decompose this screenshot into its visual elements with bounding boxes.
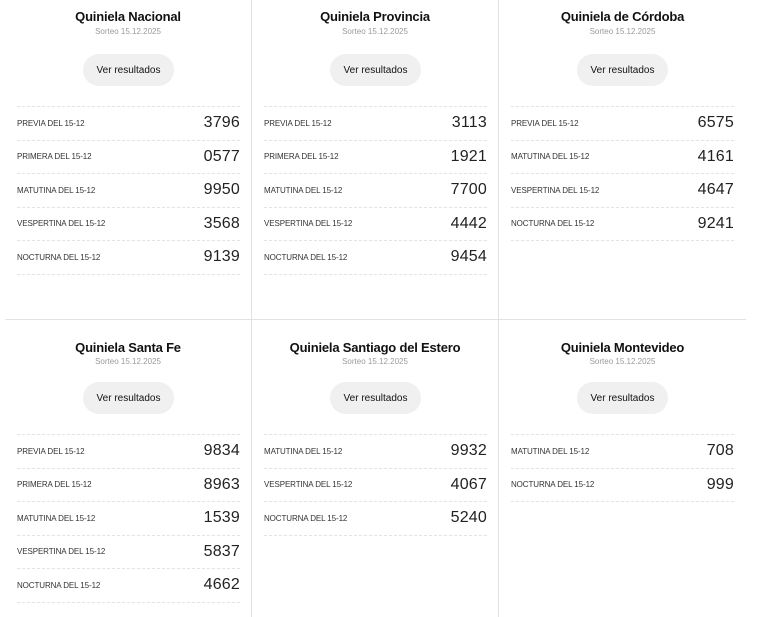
draw-name: VESPERTINA DEL 15-12 — [264, 480, 353, 490]
result-row — [264, 435, 487, 469]
view-results-button[interactable]: Ver resultados — [330, 54, 421, 86]
winning-number: 4067 — [450, 475, 487, 493]
result-row — [17, 502, 240, 536]
winning-number: 999 — [706, 475, 734, 493]
card-quiniela-nacional — [5, 0, 252, 320]
draw-name: PREVIA DEL 15-12 — [511, 118, 579, 128]
winning-number: 5240 — [450, 509, 487, 527]
result-row — [17, 174, 240, 208]
winning-number: 9834 — [203, 442, 240, 460]
draw-date: Sorteo 15.12.2025 — [342, 357, 408, 366]
draw-name: PRIMERA DEL 15-12 — [17, 480, 92, 490]
results-list — [264, 106, 487, 275]
draw-name: PREVIA DEL 15-12 — [264, 118, 332, 128]
results-list — [511, 106, 734, 241]
winning-number: 8963 — [203, 475, 240, 493]
results-row — [5, 320, 746, 617]
draw-name: MATUTINA DEL 15-12 — [264, 446, 343, 456]
result-row — [511, 469, 734, 503]
draw-name: NOCTURNA DEL 15-12 — [17, 252, 101, 262]
result-row — [264, 241, 487, 275]
result-row — [17, 435, 240, 469]
result-row — [511, 435, 734, 469]
draw-name: VESPERTINA DEL 15-12 — [17, 219, 106, 229]
winning-number: 7700 — [450, 181, 487, 199]
result-row — [264, 208, 487, 242]
card-title: Quiniela de Córdoba — [560, 9, 685, 24]
result-row — [264, 469, 487, 503]
result-row — [511, 174, 734, 208]
winning-number: 708 — [706, 442, 734, 460]
winning-number: 9950 — [203, 181, 240, 199]
card-quiniela-santa-fe — [5, 320, 252, 617]
draw-name: VESPERTINA DEL 15-12 — [17, 547, 106, 557]
winning-number: 1921 — [450, 147, 487, 165]
result-row — [511, 107, 734, 141]
draw-name: NOCTURNA DEL 15-12 — [511, 480, 595, 490]
view-results-button[interactable]: Ver resultados — [577, 54, 668, 86]
winning-number: 0577 — [203, 147, 240, 165]
winning-number: 5837 — [203, 542, 240, 560]
card-title: Quiniela Santa Fe — [75, 340, 181, 355]
result-row — [17, 536, 240, 570]
result-row — [264, 107, 487, 141]
view-results-button[interactable]: Ver resultados — [83, 382, 174, 414]
draw-name: MATUTINA DEL 15-12 — [264, 185, 343, 195]
draw-date: Sorteo 15.12.2025 — [589, 357, 656, 366]
draw-name: MATUTINA DEL 15-12 — [17, 513, 96, 523]
draw-name: MATUTINA DEL 15-12 — [511, 446, 590, 456]
results-list — [17, 434, 240, 603]
draw-name: PREVIA DEL 15-12 — [17, 118, 85, 128]
result-row — [17, 469, 240, 503]
view-results-button[interactable]: Ver resultados — [83, 54, 174, 86]
draw-name: MATUTINA DEL 15-12 — [17, 185, 96, 195]
result-row — [17, 208, 240, 242]
draw-name: PRIMERA DEL 15-12 — [264, 152, 339, 162]
winning-number: 4161 — [697, 147, 734, 165]
card-quiniela-cordoba — [499, 0, 746, 320]
draw-name: NOCTURNA DEL 15-12 — [17, 580, 101, 590]
winning-number: 4662 — [203, 576, 240, 594]
draw-name: VESPERTINA DEL 15-12 — [264, 219, 353, 229]
page-scrollbar[interactable] — [746, 0, 757, 617]
winning-number: 4442 — [450, 214, 487, 232]
result-row — [511, 208, 734, 242]
quiniela-results-grid — [5, 0, 746, 617]
result-row — [17, 141, 240, 175]
result-row — [17, 569, 240, 603]
draw-name: MATUTINA DEL 15-12 — [511, 152, 590, 162]
draw-date: Sorteo 15.12.2025 — [589, 27, 656, 36]
winning-number: 4647 — [697, 181, 734, 199]
winning-number: 1539 — [203, 509, 240, 527]
card-title: Quiniela Nacional — [75, 9, 181, 24]
card-quiniela-montevideo — [499, 320, 746, 617]
result-row — [17, 107, 240, 141]
results-list — [17, 106, 240, 275]
winning-number: 9454 — [450, 248, 487, 266]
draw-name: VESPERTINA DEL 15-12 — [511, 185, 600, 195]
draw-name: PREVIA DEL 15-12 — [17, 446, 85, 456]
result-row — [264, 141, 487, 175]
winning-number: 3113 — [451, 114, 487, 132]
result-row — [17, 241, 240, 275]
view-results-button[interactable]: Ver resultados — [330, 382, 421, 414]
winning-number: 6575 — [697, 114, 734, 132]
winning-number: 9241 — [697, 214, 734, 232]
results-row — [5, 0, 746, 320]
draw-date: Sorteo 15.12.2025 — [95, 357, 161, 366]
card-title: Quiniela Santiago del Estero — [289, 340, 461, 355]
card-title: Quiniela Provincia — [320, 9, 430, 24]
draw-name: PRIMERA DEL 15-12 — [17, 152, 92, 162]
draw-name: NOCTURNA DEL 15-12 — [511, 219, 595, 229]
card-quiniela-santiago-del-estero — [252, 320, 499, 617]
result-row — [264, 174, 487, 208]
results-list — [511, 434, 734, 502]
card-quiniela-provincia — [252, 0, 499, 320]
draw-date: Sorteo 15.12.2025 — [342, 27, 408, 36]
winning-number: 3796 — [203, 114, 240, 132]
winning-number: 9932 — [450, 442, 487, 460]
result-row — [264, 502, 487, 536]
draw-date: Sorteo 15.12.2025 — [95, 27, 161, 36]
winning-number: 3568 — [203, 214, 240, 232]
winning-number: 9139 — [203, 248, 240, 266]
results-list — [264, 434, 487, 536]
view-results-button[interactable]: Ver resultados — [577, 382, 668, 414]
card-title: Quiniela Montevideo — [560, 340, 685, 355]
draw-name: NOCTURNA DEL 15-12 — [264, 252, 348, 262]
draw-name: NOCTURNA DEL 15-12 — [264, 513, 348, 523]
result-row — [511, 141, 734, 175]
